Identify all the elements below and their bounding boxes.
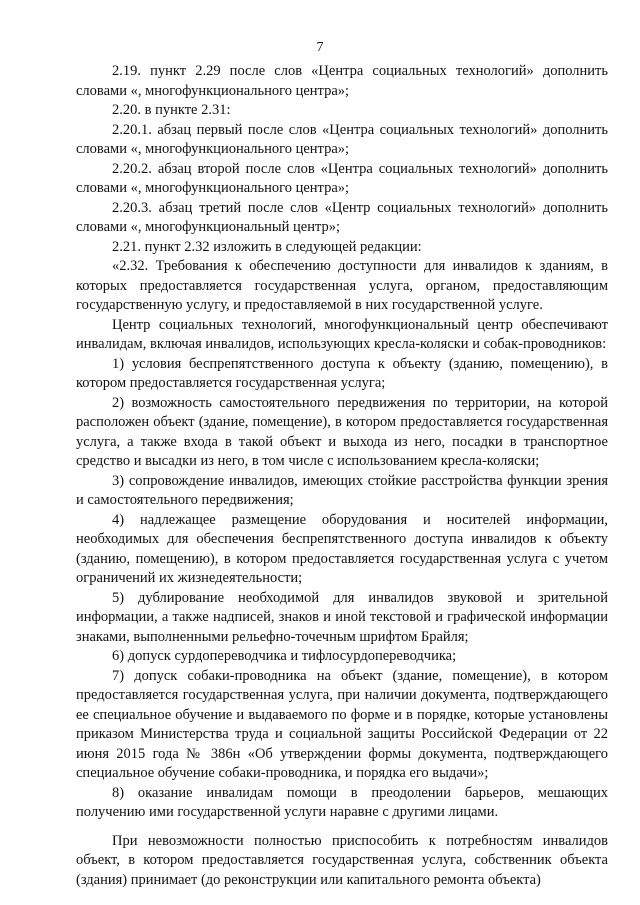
paragraph-2-20-2: 2.20.2. абзац второй после слов «Центра социальных технологий» дополнить словами «, многофункционального центра»; xyxy=(76,160,608,196)
paragraph-2-32: «2.32. Требования к обеспечению доступности для инвалидов к зданиям, в которых предоставляется государственная услуга, органом, предоставляющим государственную услугу, и предоставляемой в них государственной услуге. xyxy=(76,258,608,313)
paragraph-2-19: 2.19. пункт 2.29 после слов «Центра социальных технологий» дополнить словами «, многофункционального центра»; xyxy=(76,63,608,99)
list-item-2: 2) возможность самостоятельного передвижения по территории, на которой расположен объект (здание, помещение), в котором предоставляется государственная услуга, а также входа в такой объект и выхода из него, посадки в транспортное средство и высадки из него, в том числе с использованием кресла-коляски; xyxy=(76,394,608,469)
paragraph-2-20: 2.20. в пункте 2.31: xyxy=(112,102,231,118)
list-item-3: 3) сопровождение инвалидов, имеющих стойкие расстройства функции зрения и самостоятельного передвижения; xyxy=(76,472,608,508)
document-body xyxy=(76,62,608,890)
list-item-4: 4) надлежащее размещение оборудования и носителей информации, необходимых для обеспечения беспрепятственного доступа инвалидов к объекту (зданию, помещению), в котором предоставляется государственная услуга с учетом ограничений их жизнедеятельности; xyxy=(76,511,608,586)
paragraph-centers-provide: Центр социальных технологий, многофункциональный центр обеспечивают инвалидам, включая инвалидов, использующих кресла-коляски и собак-проводников: xyxy=(76,316,608,352)
paragraph-impossibility: При невозможности полностью приспособить к потребностям инвалидов объект, в котором предоставляется государственная услуга, собственник объекта (здания) принимает (до реконструкции или капитального ремонта объекта) xyxy=(76,832,608,888)
paragraph-2-20-3: 2.20.3. абзац третий после слов «Центр социальных технологий» дополнить словами «, многофункциональный центр»; xyxy=(76,199,608,235)
list-item-6: 6) допуск сурдопереводчика и тифлосурдопереводчика; xyxy=(112,648,457,664)
list-item-1: 1) условия беспрепятственного доступа к объекту (зданию, помещению), в котором предоставляется государственная услуга; xyxy=(76,355,608,391)
page-number: 7 xyxy=(316,40,324,55)
list-item-8: 8) оказание инвалидам помощи в преодолении барьеров, мешающих получению ими государственной услуги наравне с другими лицами. xyxy=(76,784,608,820)
paragraph-2-20-1: 2.20.1. абзац первый после слов «Центра социальных технологий» дополнить словами «, многофункционального центра»; xyxy=(76,121,608,157)
list-item-7: 7) допуск собаки-проводника на объект (здание, помещение), в котором предоставляется государственная услуга, при наличии документа, подтверждающего ее специальное обучение и выдаваемого по форме и в порядке, которые установлены приказом Министерства труда и социальной защиты Российской Федерации от 22 июня 2015 года № 386н «Об утверждении формы документа, подтверждающего специальное обучение собаки-проводника, и порядка его выдачи»; xyxy=(76,667,608,781)
paragraph-2-21: 2.21. пункт 2.32 изложить в следующей редакции: xyxy=(112,238,422,255)
list-item-5: 5) дублирование необходимой для инвалидов звуковой и зрительной информации, а также надписей, знаков и иной текстовой и графической информации знаками, выполненными рельефно-точечным шрифтом Брайля; xyxy=(76,589,608,645)
